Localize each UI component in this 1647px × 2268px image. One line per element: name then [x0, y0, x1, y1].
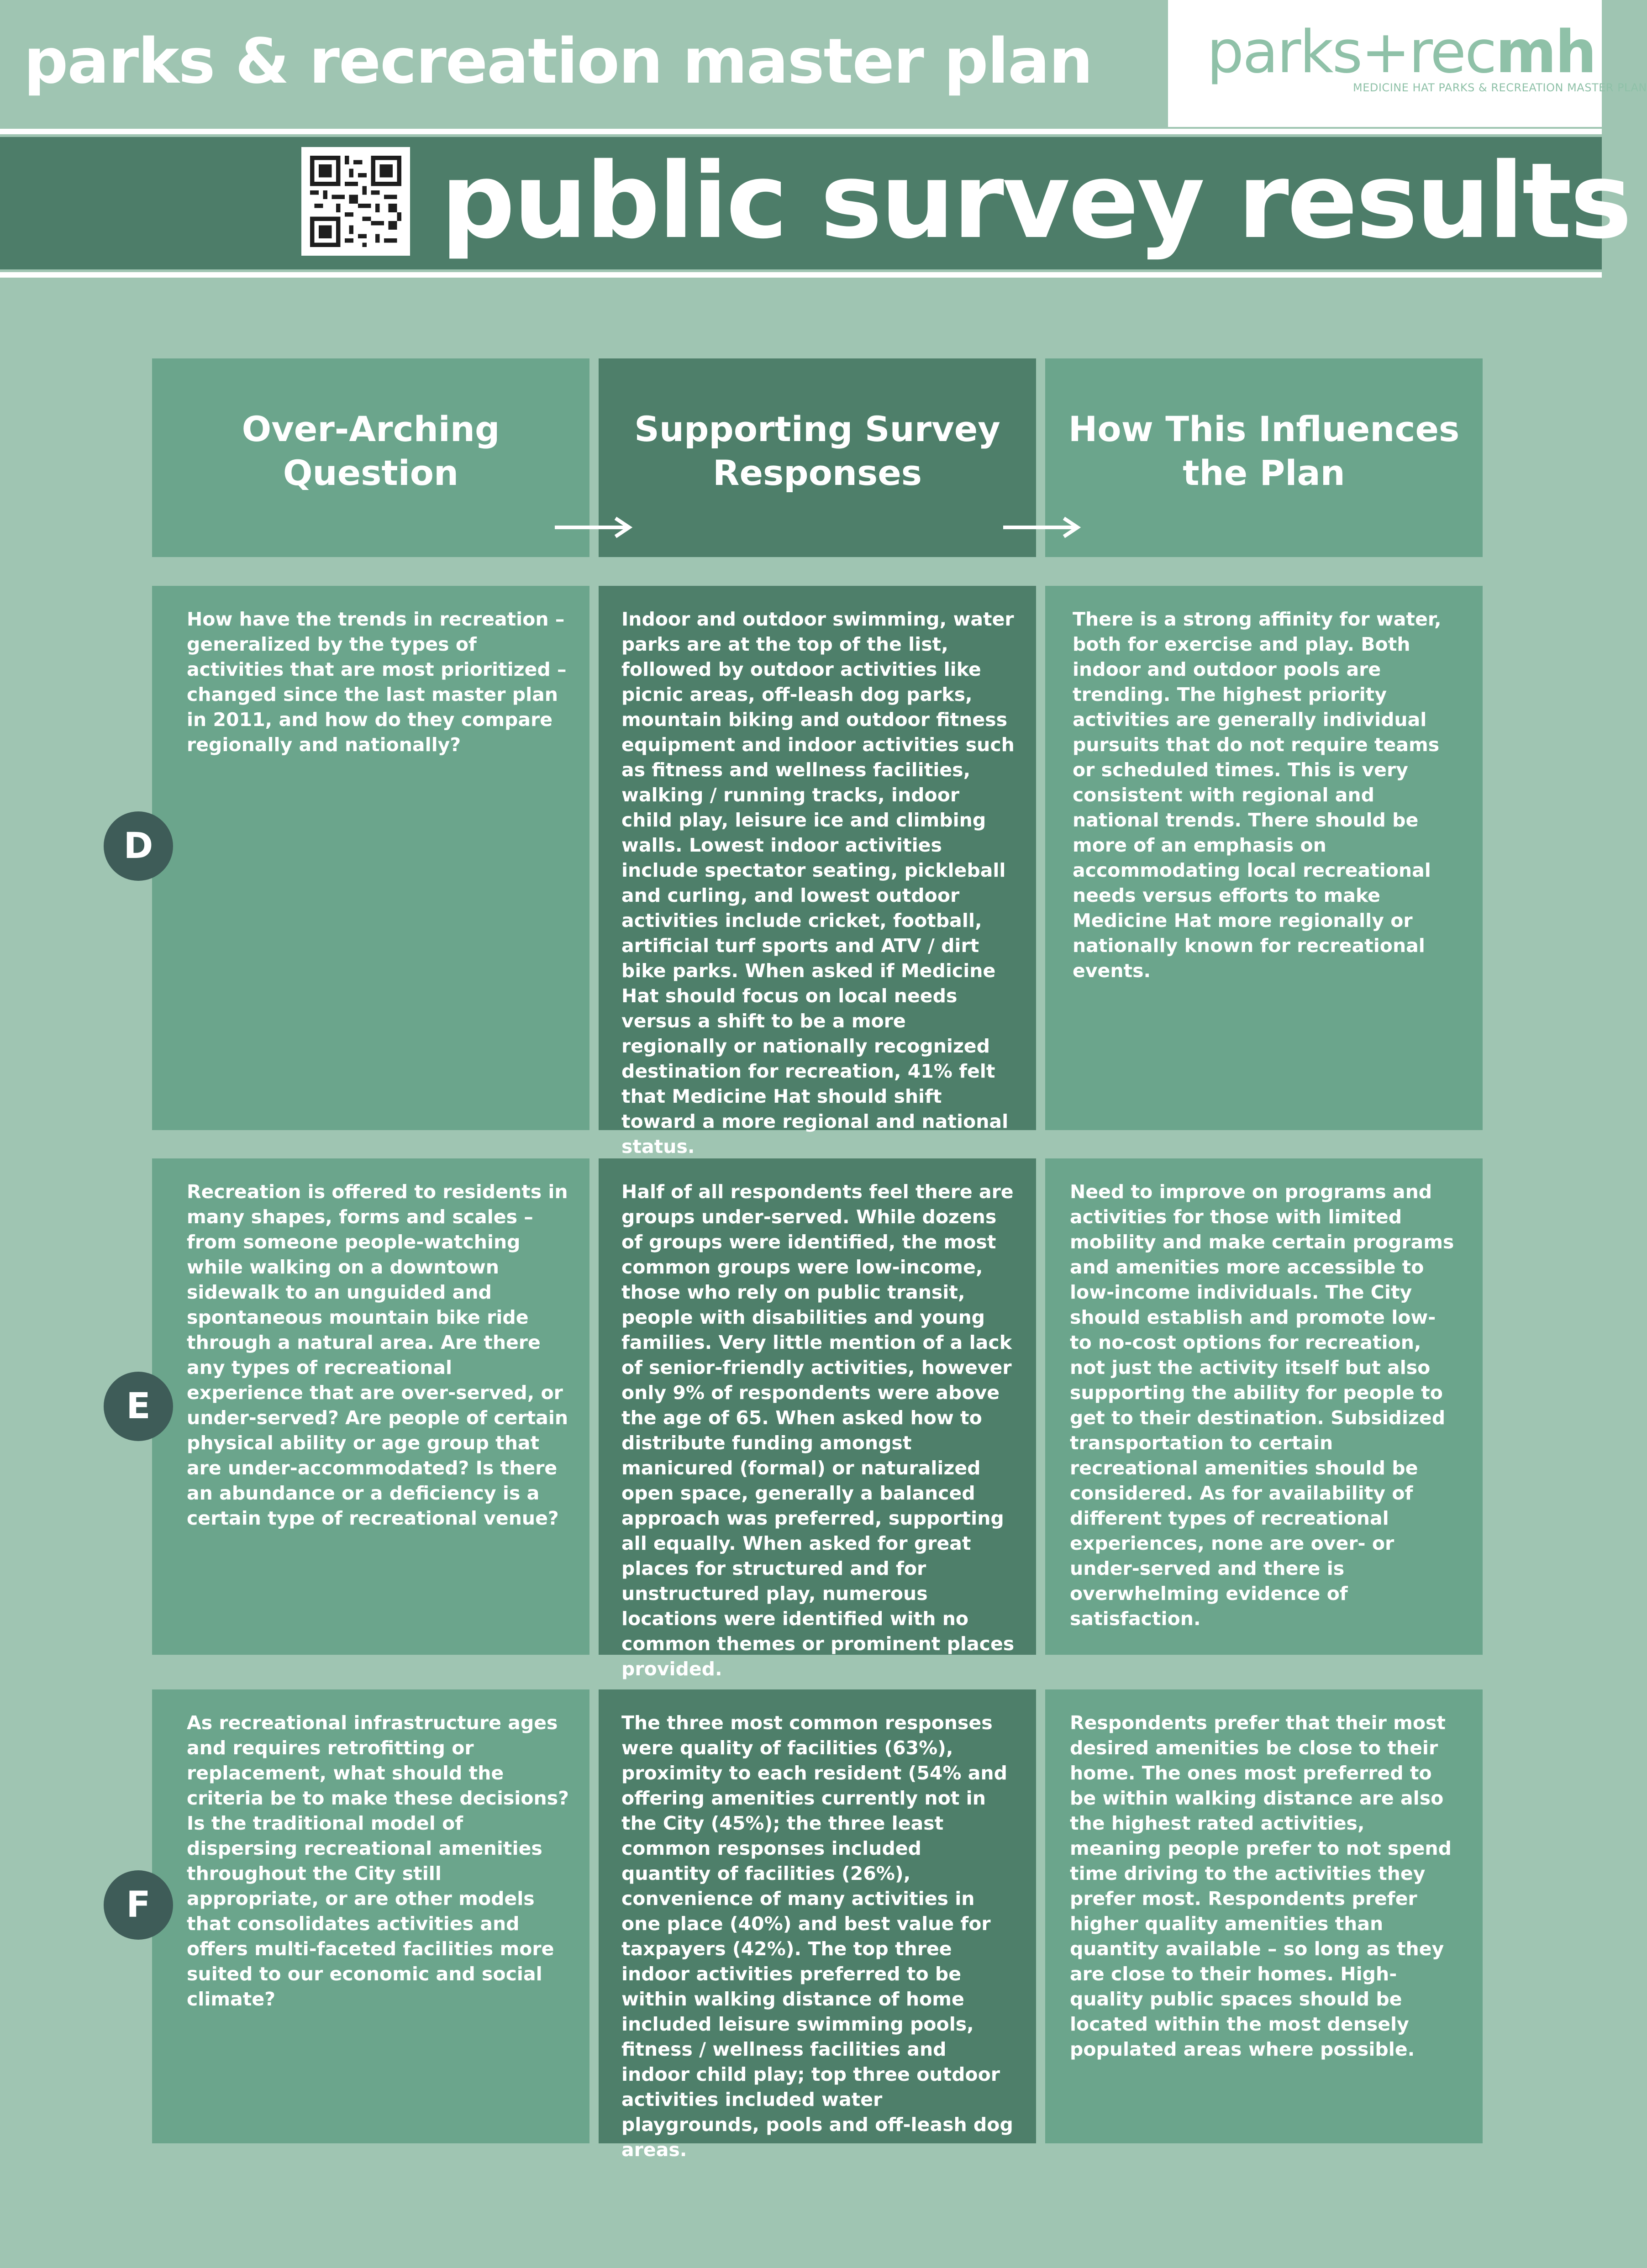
row-badge-f: F [104, 1870, 173, 1940]
banner-title: public survey results [441, 140, 1631, 262]
arrow-right-icon [554, 516, 634, 539]
row-badge-e: E [104, 1372, 173, 1441]
row-e-responses: Half of all respondents feel there are groups under-served. While dozens of groups were identified, the most common groups were low-income, those who rely on public transit, people with disabilities and young families. Very little mention of a lack of senior-friendly activities, however only 9% of respondents were above the age of 65. When asked how to distribute funding amongst manicured (formal) or naturalized open space, generally a balanced approach was preferred, supporting all equally. When asked for great places for structured and for unstructured play, numerous locations were identified with no common themes or prominent places provided. [599, 1158, 1036, 1655]
arrow-right-icon [1002, 516, 1082, 539]
row-d-question: How have the trends in recreation – generalized by the types of activities that are most prioritized – changed since the last master plan in 2011, and how do they compare regionally and nationally? [152, 586, 589, 1130]
column-header-label: How This Influences the Plan [1068, 408, 1460, 493]
row-d-influence: There is a strong affinity for water, both for exercise and play. Both indoor and outdoor pools are trending. The highest priority activities are generally individual pursuits that do not require teams or scheduled times. This is very consistent with regional and national trends. There should be more of an emphasis on accommodating local recreational needs versus efforts to make Medicine Hat more regionally or nationally known for recreational events. [1045, 586, 1483, 1130]
logo-mh-text: mh [1495, 18, 1595, 86]
column-header-label: Supporting Survey Responses [634, 408, 1000, 493]
column-header-label: Over-Arching Question [242, 408, 500, 493]
page-title: parks & recreation master plan [24, 26, 1092, 98]
row-f-question: As recreational infrastructure ages and requires retrofitting or replacement, what should the criteria be to make these decisions? Is the traditional model of dispersing recreational amenities throughout the City still appropriate, or are other models that consolidates activities and offers multi-faceted facilities more suited to our economic and social climate? [152, 1689, 589, 2143]
column-header-responses [599, 358, 1036, 557]
logo-wordmark [1207, 18, 1595, 87]
logo-parks-text: parks+rec [1207, 18, 1496, 86]
row-f-responses: The three most common responses were quality of facilities (63%), proximity to each resident (54% and offering amenities currently not in the City (45%); the three least common responses included quantity of facilities (26%), convenience of many activities in one place (40%) and best value for taxpayers (42%). The top three indoor activities preferred to be within walking distance of home included leisure swimming pools, fitness / wellness facilities and indoor child play; top three outdoor activities included water playgrounds, pools and off-leash dog areas. [599, 1689, 1036, 2143]
row-d-responses: Indoor and outdoor swimming, water parks are at the top of the list, followed by outdoor activities like picnic areas, off-leash dog parks, mountain biking and outdoor fitness equipment and indoor activities such as fitness and wellness facilities, walking / running tracks, indoor child play, leisure ice and climbing walls. Lowest indoor activities include spectator seating, pickleball and curling, and lowest outdoor activities include cricket, football, artificial turf sports and ATV / dirt bike parks. When asked if Medicine Hat should focus on local needs versus a shift to be a more regionally or nationally recognized destination for recreation, 41% felt that Medicine Hat should shift toward a more regional and national status. [599, 586, 1036, 1130]
row-badge-d: D [104, 811, 173, 881]
column-header-influence [1045, 358, 1483, 557]
logo-tagline: MEDICINE HAT PARKS & RECREATION MASTER PLAN [1353, 81, 1647, 94]
row-e-question: Recreation is offered to residents in many shapes, forms and scales – from someone people-watching while walking on a downtown sidewalk to an unguided and spontaneous mountain bike ride through a natural area. Are there any types of recreational experience that are over-served, or under-served? Are people of certain physical ability or age group that are under-accommodated? Is there an abundance or a deficiency is a certain type of recreational venue? [152, 1158, 589, 1655]
qr-code-icon [301, 147, 410, 256]
divider [0, 272, 1602, 278]
qr-code[interactable] [301, 147, 410, 256]
row-f-influence: Respondents prefer that their most desired amenities be close to their home. The ones most preferred to be within walking distance are also the highest rated activities, meaning people prefer to not spend time driving to the activities they prefer most. Respondents prefer higher quality amenities than quantity available – so long as they are close to their homes. High-quality public spaces should be located within the most densely populated areas where possible. [1045, 1689, 1483, 2143]
logo [1168, 0, 1647, 127]
row-e-influence: Need to improve on programs and activities for those with limited mobility and make certain programs and amenities more accessible to low-income individuals. The City should establish and promote low- to no-cost options for recreation, not just the activity itself but also supporting the ability for people to get to their destination. Subsidized transportation to certain recreational amenities should be considered. As for availability of different types of recreational experiences, none are over- or under-served and there is overwhelming evidence of satisfaction. [1045, 1158, 1483, 1655]
column-header-question [152, 358, 589, 557]
